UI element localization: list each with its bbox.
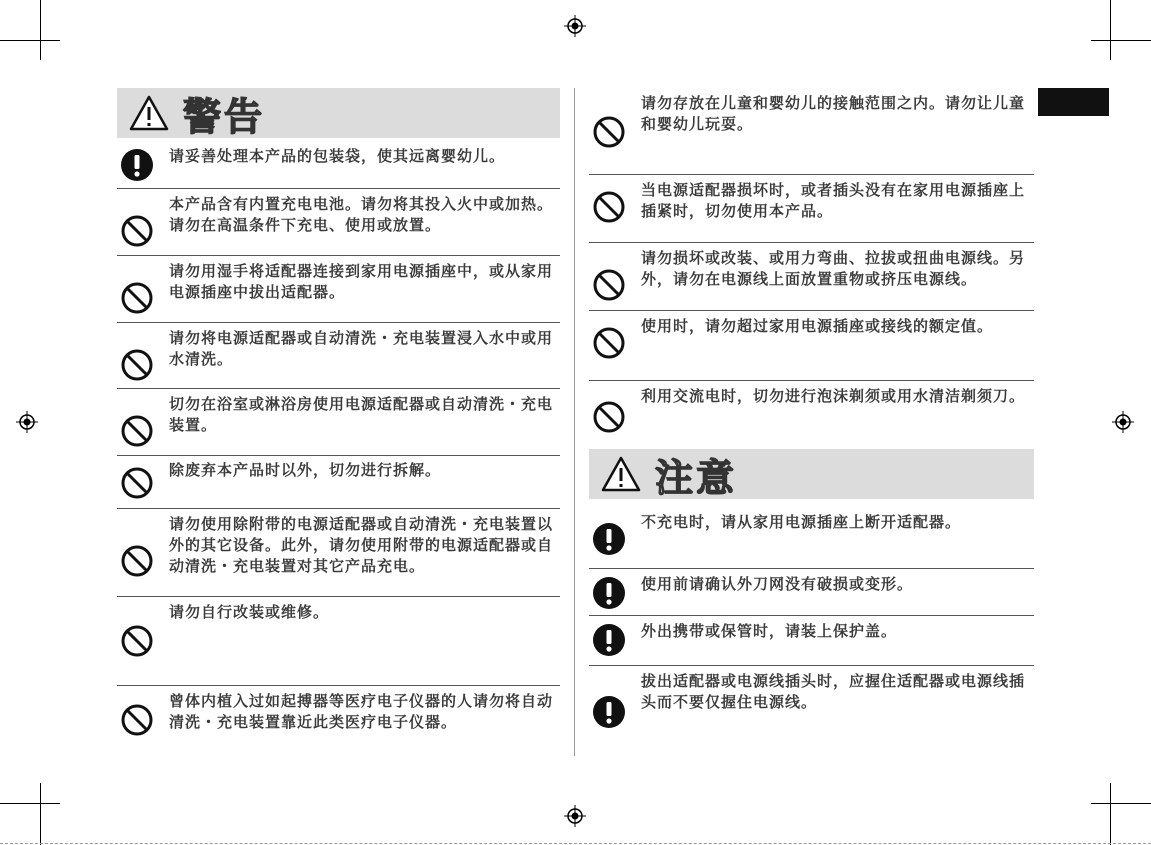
safety-item-text: 请勿存放在儿童和婴幼儿的接触范围之内。请勿让儿童和婴幼儿玩耍。 <box>641 94 1026 133</box>
safety-item-text: 本产品含有内置充电电池。请勿将其投入火中或加热。请勿在高温条件下充电、使用或放置。 <box>169 195 554 234</box>
safety-item-text: 拔出适配器或电源线插头时，应握住适配器或电源线插头而不要仅握住电源线。 <box>641 672 1026 711</box>
crop-mark <box>1091 803 1151 804</box>
mandatory-action-icon <box>592 695 626 729</box>
safety-item <box>117 514 560 594</box>
safety-item-text: 除废弃本产品时以外，切勿进行拆解。 <box>169 461 442 479</box>
safety-item <box>117 194 560 254</box>
safety-item-text: 利用交流电时，切勿进行泡沫剃须或用水清洁剃须刀。 <box>641 387 1026 405</box>
prohibition-icon <box>120 466 154 500</box>
prohibition-icon <box>592 400 626 434</box>
prohibition-icon <box>120 624 154 658</box>
registration-mark-icon <box>1112 411 1134 433</box>
safety-item-text: 切勿在浴室或淋浴房使用电源适配器或自动清洗・充电装置。 <box>169 395 554 434</box>
safety-item <box>589 93 1034 163</box>
prohibition-icon <box>120 214 154 248</box>
prohibition-icon <box>120 414 154 448</box>
item-separator <box>117 508 560 509</box>
registration-mark-icon <box>16 411 38 433</box>
safety-item <box>589 671 1034 741</box>
safety-item-text: 使用时，请勿超过家用电源插座或接线的额定值。 <box>641 317 994 335</box>
prohibition-icon <box>120 281 154 315</box>
prohibition-icon <box>120 348 154 382</box>
item-separator <box>589 615 1034 616</box>
prohibition-icon <box>592 268 626 302</box>
item-separator <box>117 388 560 389</box>
safety-item-text: 使用前请确认外刀网没有破损或变形。 <box>641 575 914 593</box>
registration-mark-icon <box>564 805 586 827</box>
safety-item-text: 请勿使用除附带的电源适配器或自动清洗・充电装置以外的其它设备。此外，请勿使用附带的电源适配器或自动清洗・充电装置对其它产品充电。 <box>169 515 554 575</box>
safety-item-text: 曾体内植入过如起搏器等医疗电子仪器的人请勿将自动清洗・充电装置靠近此类医疗电子仪器。 <box>169 692 554 731</box>
item-separator <box>589 665 1034 666</box>
safety-item-text: 请勿损坏或改装、或用力弯曲、拉拔或扭曲电源线。另外，请勿在电源线上面放置重物或挤压电源线。 <box>641 249 1026 288</box>
crop-mark <box>40 0 41 60</box>
crop-mark <box>1091 40 1151 41</box>
safety-item <box>117 146 560 186</box>
safety-item <box>117 691 560 741</box>
caution-triangle-icon <box>601 456 641 492</box>
safety-item-text: 当电源适配器损坏时，或者插头没有在家用电源插座上插紧时，切勿使用本产品。 <box>641 181 1026 220</box>
safety-item-text: 请勿自行改装或维修。 <box>169 603 330 621</box>
crop-mark <box>1110 783 1111 845</box>
item-separator <box>117 685 560 686</box>
safety-item-text: 请勿将电源适配器或自动清洗・充电装置浸入水中或用水清洗。 <box>169 329 554 368</box>
safety-item <box>117 602 560 682</box>
safety-item <box>589 386 1034 441</box>
registration-mark-icon <box>564 15 586 37</box>
safety-item <box>589 621 1034 661</box>
column-divider <box>574 88 575 756</box>
item-separator <box>117 322 560 323</box>
safety-item <box>589 574 1034 614</box>
safety-item <box>117 460 560 505</box>
item-separator <box>117 455 560 456</box>
trim-line <box>0 843 1151 844</box>
warning-banner <box>117 88 560 138</box>
prohibition-icon <box>592 190 626 224</box>
language-tab <box>1038 88 1109 116</box>
mandatory-action-icon <box>120 148 154 182</box>
prohibition-icon <box>592 326 626 360</box>
caution-banner <box>589 449 1034 499</box>
mandatory-action-icon <box>592 623 626 657</box>
warning-column-left <box>117 88 560 756</box>
item-separator <box>589 242 1034 243</box>
crop-mark <box>0 40 60 41</box>
mandatory-action-icon <box>592 576 626 610</box>
safety-item <box>589 316 1034 376</box>
safety-item-text: 请勿用湿手将适配器连接到家用电源插座中，或从家用电源插座中拔出适配器。 <box>169 262 554 301</box>
safety-item <box>589 512 1034 567</box>
mandatory-action-icon <box>592 522 626 556</box>
safety-item <box>117 328 560 388</box>
item-separator <box>589 568 1034 569</box>
prohibition-icon <box>120 544 154 578</box>
item-separator <box>589 310 1034 311</box>
crop-mark <box>40 783 41 845</box>
item-separator <box>589 174 1034 175</box>
warning-column-right <box>589 88 1034 756</box>
prohibition-icon <box>120 703 154 737</box>
safety-item <box>589 248 1034 308</box>
item-separator <box>589 380 1034 381</box>
item-separator <box>117 255 560 256</box>
caution-title: 注意 <box>655 455 738 500</box>
safety-item-text: 请妥善处理本产品的包装袋，使其远离婴幼儿。 <box>169 147 506 165</box>
crop-mark <box>0 803 60 804</box>
safety-item <box>589 180 1034 240</box>
safety-item <box>117 394 560 454</box>
safety-item <box>117 261 560 321</box>
warning-title: 警告 <box>183 94 266 139</box>
safety-item-text: 不充电时，请从家用电源插座上断开适配器。 <box>641 513 962 531</box>
warning-triangle-icon <box>129 95 169 131</box>
item-separator <box>117 596 560 597</box>
item-separator <box>117 188 560 189</box>
crop-mark <box>1110 0 1111 60</box>
prohibition-icon <box>592 115 626 149</box>
safety-item-text: 外出携带或保管时，请装上保护盖。 <box>641 622 898 640</box>
